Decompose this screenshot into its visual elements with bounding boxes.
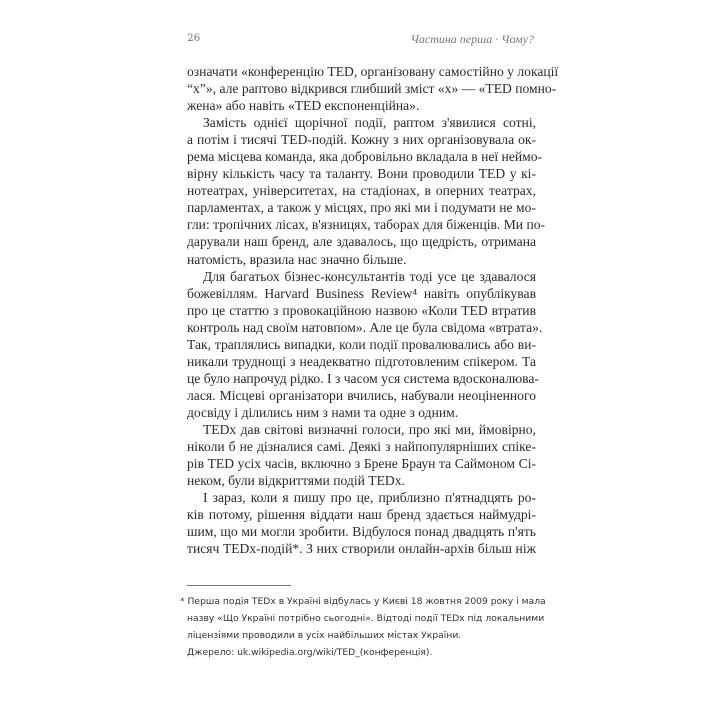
body-line: рів TED усіх часів, включно з Брене Браун та Саймоном Сі- [187, 456, 536, 472]
page-number: 26 [187, 32, 201, 44]
body-line: неком, були відкриттями подій TEDx. [187, 473, 405, 489]
body-line: а потім і тисячі TED-подій. Кожну з них організовувала ок- [187, 132, 536, 148]
body-line: рема місцева команда, яка добровільно вкладала в неї неймо- [187, 149, 543, 165]
footnote-line: Джерело: uk.wikipedia.org/wiki/TED_(конференція). [187, 647, 433, 658]
body-line: ків потому, рішення віддати наш бренд здається наймудрі- [187, 507, 536, 523]
body-line: натомість, вразила нас значно більше. [187, 251, 407, 267]
body-line: ніколи б не дізналися самі. Деякі з найпопулярніших спіке- [187, 439, 536, 455]
body-line: це було напрочуд рідко. І з часом уся система вдосконалюва- [187, 370, 539, 386]
footnote-divider [187, 585, 291, 586]
body-line: Замість однієї щорічної події, раптом з'явилися сотні, [203, 115, 536, 131]
body-line: жена» або навіть «TED експоненційна». [187, 98, 420, 114]
footnote-line: назву «Що Україні потрібно сьогодні». Відтоді події TEDx під локальними [187, 613, 545, 624]
body-line: вірну кількість часу та таланту. Вони проводили TED у кі- [187, 166, 536, 182]
footnote-line: ліцензіями проводили в усіх найбільших містах України. [187, 630, 462, 641]
body-line: Для багатьох бізнес-консультантів тоді усе це здавалося [203, 268, 536, 284]
body-line: контроль над своїм натовпом». Але це була свідома «втрата». [187, 319, 543, 335]
body-line: нотеатрах, університетах, на стадіонах, в оперних театрах, [187, 183, 536, 199]
body-line: Так, траплялись випадки, коли події провалювались або ви- [187, 336, 536, 352]
body-line: божевіллям. Harvard Business Review⁴ навіть опублікував [187, 285, 536, 301]
body-line: TEDx дав світові визначні голоси, про які ми, ймовірно, [203, 421, 536, 437]
body-line: тисяч TEDx-подій*. З них створили онлайн-архів більш ніж [187, 541, 536, 557]
footnote-line: * Перша подія TEDx в Україні відбулась у Києві 18 жовтня 2009 року і мала [180, 596, 546, 607]
body-line: “х”», але раптово відкрився глибший зміст «х» — «TED помно- [187, 81, 557, 97]
body-text [187, 63, 559, 557]
body-line: дарували наш бренд, але здавалось, що щедрість, отримана [187, 234, 536, 250]
body-line: означати «конференцію TED, організовану самостійно у локації [187, 64, 559, 79]
body-line: досвіду і ділились ним з нами та одне з одним. [187, 404, 459, 420]
running-title: Частина перша · Чому? [410, 32, 534, 46]
body-line: гли: тропічних лісах, в'язницях, таборах для біженців. Ми по- [187, 217, 546, 233]
body-line: лася. Місцеві організатори вчились, набували неоціненного [187, 387, 536, 403]
body-line: никали труднощі з неадекватно підготовленим спікером. Та [187, 353, 536, 369]
body-line: шим, що ми могли зробити. Відбулося понад двадцять п'ять [187, 524, 536, 540]
footnote [180, 593, 546, 661]
body-line: про це статтю з провокаційною назвою «Коли TED втратив [187, 302, 536, 318]
body-line: І зараз, коли я пишу про це, приблизно п'ятнадцять ро- [203, 490, 536, 506]
body-line: парламентах, а також у місцях, про які ми і подумати не мо- [187, 200, 536, 216]
